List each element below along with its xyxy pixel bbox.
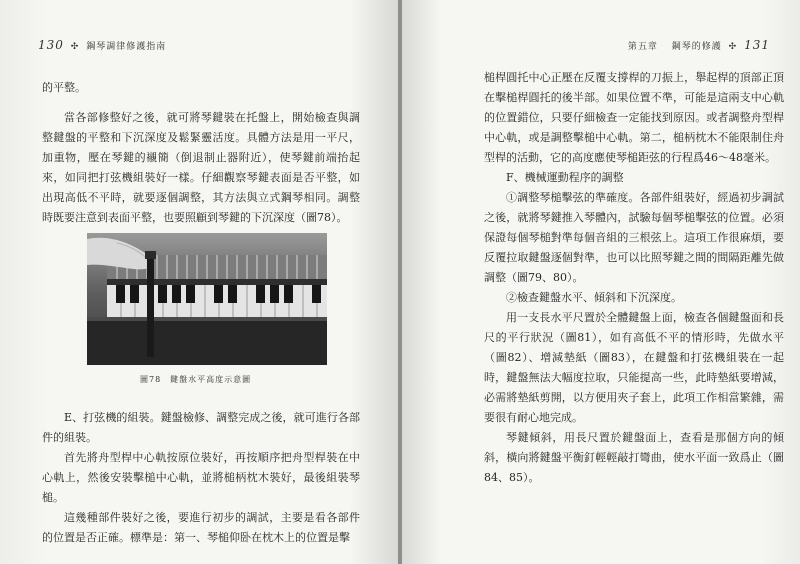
left-page-number: 130 (38, 38, 64, 52)
paragraph: ①調整琴槌擊弦的準確度。各部件組裝好，經過初步調試之後，就將琴鍵推入琴體內，試驗每個琴槌擊弦的位置。必須保證每個琴槌對準每個音組的三根弦上。這項工作很麻煩，要反覆拉取鍵盤逐個對準，也可以比照琴鍵之間的間隔距離先做調整（圖79、80）。 (484, 191, 784, 284)
paragraph: 當各部修整好之後，就可將琴鍵裝在托盤上，開始檢查與調整鍵盤的平整和下沉深度及鬆緊靈活度。具體方法是用一平尺，加重物，壓在琴鍵的襯簡（倒退制止器附近），使琴鍵前端抬起來，如同把打弦機組裝好一樣。仔細觀察琴鍵表面是否平整，如出現高低不平時，就要逐個調整，其方法與立式鋼琴相同。調整時既要注意到表面平整，也要照顧到琴鍵的下沉深度（圖78）。 (42, 111, 360, 224)
paragraph: 這幾種部件裝好之後，要進行初步的調試，主要是看各部件的位置是否正確。標準是：第一、琴槌仰卧在枕木上的位置是擊 (42, 511, 360, 544)
paragraph: 用一支長水平尺置於全體鍵盤上面，檢查各個鍵盤面和長尺的平行狀況（圖81），如有高低不平的情形時，先做水平（圖82）、增減墊紙（圖83），在鍵盤和打弦機組裝在一起時，鍵盤無法大幅度拉取，只能提高一些，此時墊紙要增減，必需將墊紙剪開，以方便用夾子套上，此項工作相當繁雜，需要很有耐心地完成。 (484, 311, 784, 424)
right-page-header (628, 38, 770, 52)
right-page-number: 131 (744, 38, 770, 52)
right-page (402, 0, 800, 564)
ornament-icon: ✣ (70, 42, 80, 52)
paragraph: 的平整。 (42, 81, 86, 94)
section-heading: F、機械運動程序的調整 (506, 171, 624, 184)
paragraph: 槌桿圓托中心正壓在反覆支撐桿的刀振上，舉起桿的頂部正頂在擊槌桿圓托的後半部。如果位置不準，可能是這兩支中心軌的位置錯位，只要仔細檢查一定能找到原因。或者調整舟型桿中心軌，或是調整擊槌中心軌。第二，槌柄枕木不能限制住舟型桿的活動，它的高度應使琴槌距弦的行程爲46～48毫米。 (484, 71, 784, 164)
figure-78-caption: 圖78 鍵盤水平高度示意圖 (140, 375, 252, 384)
left-text-bottom (42, 408, 360, 548)
left-page (0, 0, 398, 564)
right-text (484, 68, 784, 488)
paragraph: E、打弦機的組裝。鍵盤檢修、調整完成之後，就可進行各部件的組裝。 (42, 411, 360, 444)
book-title: 鋼琴調律修護指南 (86, 42, 167, 52)
paragraph: 首先將舟型桿中心軌按原位裝好，再按順序把舟型桿裝在中心軌上，然後安裝擊槌中心軌，並將槌柄枕木裝好，最後組裝琴槌。 (42, 451, 360, 504)
left-text-top (42, 78, 360, 228)
ornament-icon: ✣ (728, 42, 738, 52)
chapter-number: 第五章 (627, 42, 658, 52)
left-page-header (38, 38, 166, 52)
chapter-title: 鋼琴的修護 (671, 42, 722, 52)
figure-78-photo (87, 233, 327, 365)
paragraph: 琴鍵傾斜，用長尺置於鍵盤面上，查看是那個方向的傾斜，橫向將鍵盤平衡釘輕輕敲打彎曲，使水平面一致爲止（圖84、85）。 (484, 431, 784, 484)
paragraph: ②檢查鍵盤水平、傾斜和下沉深度。 (506, 291, 682, 304)
